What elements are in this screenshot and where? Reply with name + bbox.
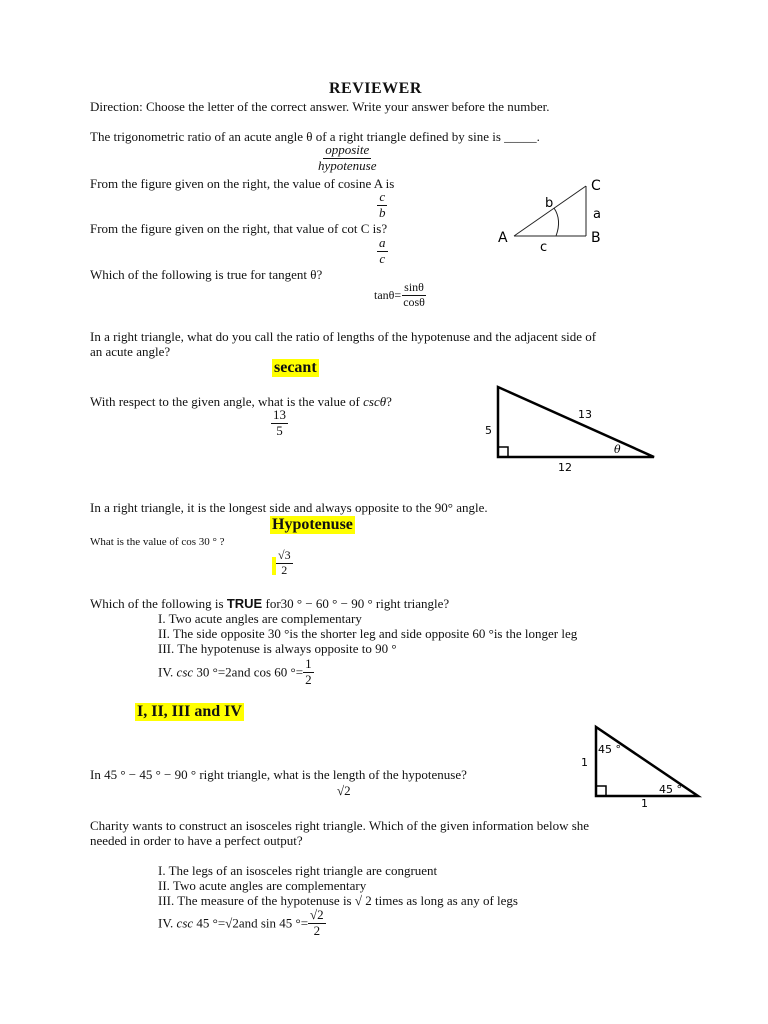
item-4-middle: 30 °=2and cos 60 °= (193, 664, 304, 680)
question-1-answer (316, 143, 378, 174)
question-9-item-1: I. Two acute angles are complementary (158, 611, 362, 626)
fraction-numerator: a (379, 235, 386, 250)
question-7-text: In a right triangle, it is the longest side and always opposite to the 90° angle. (90, 500, 488, 515)
fraction-numerator: √2 (310, 907, 324, 922)
tan-expression: tanθ= (374, 287, 402, 302)
question-8-text: What is the value of cos 30 ° ? (90, 536, 225, 548)
item-4-csc: csc (176, 915, 194, 931)
side-13-label: 13 (578, 408, 592, 421)
question-5-answer: secant (274, 359, 317, 376)
triangle-45-45-90-figure (575, 722, 705, 810)
item-4-prefix: IV. (158, 915, 177, 931)
side-12-label: 12 (558, 461, 572, 474)
fraction-denominator: cosθ (403, 294, 425, 309)
question-9-pre: Which of the following is (90, 596, 227, 611)
fraction-denominator: 2 (281, 562, 288, 577)
fraction-denominator: 2 (305, 671, 312, 687)
page-title: REVIEWER (329, 80, 422, 97)
direction-text: Direction: Choose the letter of the correct answer. Write your answer before the number. (90, 99, 550, 114)
triangle-outline (498, 387, 654, 457)
fraction-denominator: c (379, 250, 386, 266)
fraction-denominator: 5 (276, 422, 283, 438)
question-9-text (90, 596, 449, 612)
question-6-text (90, 394, 392, 410)
fraction-numerator: 1 (305, 656, 312, 671)
label-B: B (591, 230, 601, 246)
label-a: a (593, 207, 601, 222)
right-angle-mark (498, 447, 508, 457)
question-1-text: The trigonometric ratio of an acute angle θ of a right triangle defined by sine is _____. (90, 129, 540, 144)
question-7-answer: Hypotenuse (272, 516, 353, 533)
question-6-text-pre: With respect to the given angle, what is the value of (90, 394, 364, 409)
fraction-denominator: b (379, 204, 386, 220)
label-C: C (591, 178, 601, 194)
question-9-item-3: III. The hypotenuse is always opposite to 90 ° (158, 641, 397, 656)
triangle-abc-figure (490, 172, 620, 254)
question-4-text: Which of the following is true for tangent θ? (90, 267, 323, 282)
fraction-numerator: opposite (325, 142, 370, 157)
question-9-true: TRUE (226, 596, 263, 611)
right-angle-mark (596, 786, 606, 796)
side-b-line (514, 186, 586, 236)
side-bottom-label: 1 (641, 797, 648, 810)
angle-arc (554, 208, 559, 236)
question-6-csc: cscθ (363, 394, 387, 409)
question-6-text-post: ? (386, 394, 392, 409)
angle-right-label: 45 ° (659, 783, 682, 796)
fraction-numerator: √3 (278, 548, 291, 562)
side-5-label: 5 (485, 424, 492, 437)
question-11-item-1: I. The legs of an isosceles right triangle are congruent (158, 863, 438, 878)
fraction-denominator: hypotenuse (318, 157, 377, 173)
item-4-prefix: IV. (158, 664, 177, 680)
question-2-answer (377, 190, 388, 221)
item-4-csc: csc (176, 664, 194, 680)
question-11-item-3: III. The measure of the hypotenuse is √ 2 times as long as any of legs (158, 893, 518, 908)
fraction-numerator: c (379, 189, 386, 204)
question-11-item-4 (158, 908, 326, 939)
triangle-outline (596, 727, 698, 796)
question-11-item-2: II. Two acute angles are complementary (158, 878, 367, 893)
fraction-numerator: sinθ (404, 280, 424, 294)
question-9-item-4 (158, 657, 314, 688)
label-c: c (540, 240, 548, 254)
question-8-answer (276, 549, 293, 578)
question-6-answer (271, 408, 288, 439)
question-3-text: From the figure given on the right, that value of cot C is? (90, 221, 388, 236)
question-11-line2: needed in order to have a perfect output? (90, 833, 303, 848)
question-10-answer: √2 (337, 783, 351, 798)
theta-label: θ (614, 443, 621, 456)
question-9-post: for30 ° − 60 ° − 90 ° right triangle? (262, 596, 450, 611)
question-4-answer (374, 281, 427, 310)
question-5-line2: an acute angle? (90, 344, 171, 359)
triangle-5-12-13-figure (478, 380, 663, 475)
question-9-item-2: II. The side opposite 30 °is the shorter leg and side opposite 60 °is the longer leg (158, 626, 578, 641)
label-A: A (498, 230, 508, 246)
question-5-line1: In a right triangle, what do you call the ratio of lengths of the hypotenuse and the adjacent side of (90, 329, 597, 344)
label-b: b (545, 196, 554, 211)
angle-top-label: 45 ° (598, 743, 621, 756)
question-10-text: In 45 ° − 45 ° − 90 ° right triangle, what is the length of the hypotenuse? (90, 767, 467, 782)
side-left-label: 1 (581, 756, 588, 769)
item-4-middle: 45 °=√2and sin 45 °= (193, 915, 309, 931)
fraction-denominator: 2 (313, 922, 321, 938)
fraction-numerator: 13 (273, 407, 286, 422)
question-3-answer (377, 236, 388, 267)
question-11-line1: Charity wants to construct an isosceles right triangle. Which of the given information below she (90, 818, 590, 833)
question-9-answer: I, II, III and IV (137, 703, 242, 720)
question-2-text: From the figure given on the right, the value of cosine A is (90, 176, 395, 191)
